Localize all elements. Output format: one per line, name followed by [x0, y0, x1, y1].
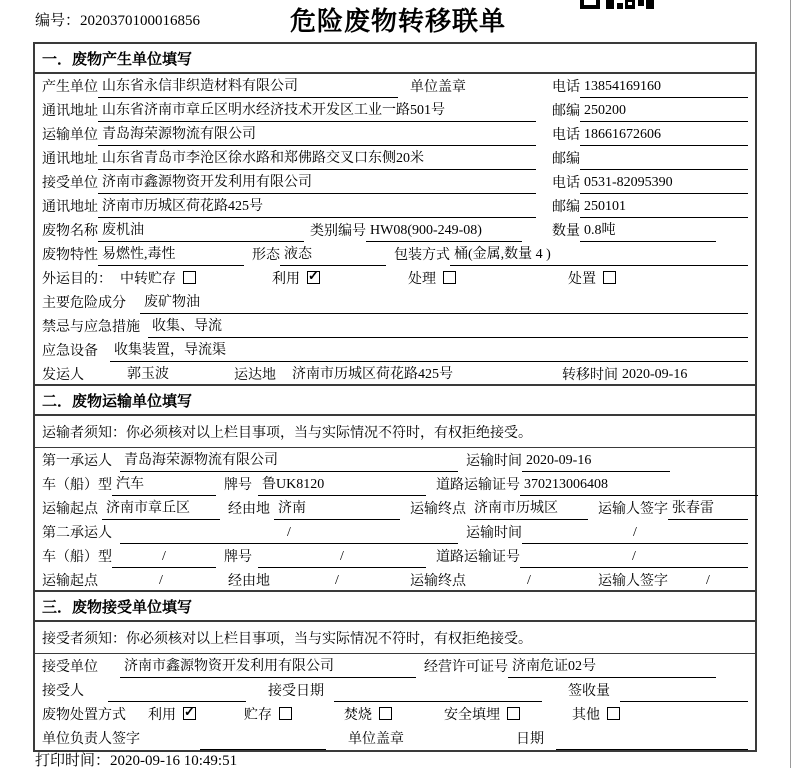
receiver-address-row	[35, 194, 755, 218]
route2-via-label: 经由地	[228, 574, 270, 589]
carrier2-time-value: /	[522, 525, 748, 544]
vehicle2-row	[35, 544, 755, 568]
receiver-phone-value: 0531-82095390	[580, 175, 748, 194]
receiver-zip-label: 邮编	[552, 200, 580, 215]
transporter-address-label: 通讯地址	[42, 152, 98, 167]
waste-category-value: HW08(900-249-08)	[366, 223, 522, 242]
receipt-date-value	[334, 699, 542, 702]
receipt-person-label: 接受人	[42, 684, 84, 699]
signoff-date-value	[556, 747, 748, 750]
accepting-unit-label: 接受单位	[42, 660, 98, 675]
waste-form-value: 液态	[280, 243, 386, 266]
route1-end-value: 济南市历城区	[470, 497, 588, 520]
disposal-storage-checkbox	[279, 707, 292, 720]
vehicle2-label: 车（船）型	[42, 550, 112, 565]
plate2-label: 牌号	[224, 550, 252, 565]
purpose-option-utilize: 利用 ✓	[272, 268, 320, 290]
carrier1-time-label: 运输时间	[466, 454, 522, 469]
producer-phone-value: 13854169160	[580, 79, 748, 98]
permit-label: 经营许可证号	[424, 660, 508, 675]
transporter-phone-label: 电话	[552, 128, 580, 143]
signoff-date-label: 日期	[516, 732, 544, 747]
license1-label: 道路运输证号	[436, 478, 520, 493]
waste-traits-label: 废物特性	[42, 248, 98, 263]
receiver-address-label: 通讯地址	[42, 200, 98, 215]
treat-checkbox	[443, 271, 456, 284]
producer-label: 产生单位	[42, 80, 98, 95]
destination-label: 运达地	[234, 368, 276, 383]
print-time-value: 2020-09-16 10:49:51	[110, 753, 238, 769]
disposal-option-incinerate: 焚烧	[344, 704, 392, 726]
receipt-amount-value	[620, 699, 748, 702]
shipper-label: 发运人	[42, 368, 84, 383]
plate1-value: 鲁UK8120	[258, 473, 426, 496]
producer-address-value: 山东省济南市章丘区明水经济技术开发区工业一路501号	[98, 99, 536, 122]
disposal-incinerate-checkbox	[379, 707, 392, 720]
receiver-zip-value: 250101	[580, 199, 748, 218]
route1-via-value: 济南	[274, 497, 400, 520]
carrier1-label: 第一承运人	[42, 454, 112, 469]
vehicle2-value: /	[112, 549, 216, 568]
transport-purpose-row	[35, 266, 755, 290]
producer-row	[35, 74, 755, 98]
purpose-option-treat: 处理	[408, 268, 456, 290]
route1-sign-value: 张春雷	[668, 497, 748, 520]
disposal-label: 废物处置方式	[42, 708, 126, 723]
route2-sign-value: /	[668, 573, 748, 592]
carrier2-time-label: 运输时间	[466, 526, 522, 541]
route1-start-value: 济南市章丘区	[102, 497, 220, 520]
accepting-unit-value: 济南市鑫源物资开发利用有限公司	[120, 655, 416, 678]
print-time	[35, 749, 237, 770]
purpose-option-dispose: 处置	[568, 268, 616, 290]
receipt-amount-label: 签收量	[568, 684, 610, 699]
disposal-method-row	[35, 702, 755, 726]
waste-traits-value: 易燃性,毒性	[98, 243, 244, 266]
transporter-value: 青岛海荣源物流有限公司	[98, 123, 536, 146]
carrier2-label: 第二承运人	[42, 526, 112, 541]
route2-sign-label: 运输人签字	[598, 574, 668, 589]
transporter-zip-label: 邮编	[552, 152, 580, 167]
transporter-address-value: 山东省青岛市李沧区徐水路和郑佛路交叉口东侧20米	[98, 147, 536, 170]
signoff-row	[35, 726, 755, 750]
transporter-phone-value: 18661672606	[580, 127, 748, 146]
section3-title: 三．废物接受单位填写	[35, 592, 755, 622]
producer-zip-value: 250200	[580, 103, 748, 122]
section1-title: 一．废物产生单位填写	[35, 44, 755, 74]
route1-start-label: 运输起点	[42, 502, 98, 517]
equipment-label: 应急设备	[42, 344, 98, 359]
transporter-label: 运输单位	[42, 128, 98, 143]
emergency-equipment-row	[35, 338, 755, 362]
vehicle1-row	[35, 472, 755, 496]
section-transporter	[33, 384, 757, 594]
route2-start-value: /	[102, 573, 220, 592]
route1-end-label: 运输终点	[410, 502, 466, 517]
route1-via-label: 经由地	[228, 502, 270, 517]
print-time-label: 打印时间：	[35, 753, 111, 769]
unit-seal2-label: 单位盖章	[348, 732, 404, 747]
section-producer	[33, 42, 757, 388]
dispatch-row	[35, 362, 755, 386]
destination-value: 济南市历城区荷花路425号	[288, 363, 536, 386]
disposal-option-landfill: 安全填埋	[444, 704, 520, 726]
permit-value: 济南危证02号	[508, 655, 716, 678]
dispose-checkbox	[603, 271, 616, 284]
license2-value: /	[520, 549, 748, 568]
transporter-notice: 运输者须知：你必须核对以上栏目事项，当与实际情况不符时，有权拒绝接受。	[35, 416, 755, 448]
hazard-value: 废矿物油	[140, 291, 748, 314]
disposal-landfill-checkbox	[507, 707, 520, 720]
emergency-measures-row	[35, 314, 755, 338]
route2-end-value: /	[470, 573, 588, 592]
route1-row	[35, 496, 755, 520]
disposal-option-utilize: 利用 ✓	[148, 704, 196, 726]
route1-sign-label: 运输人签字	[598, 502, 668, 517]
disposal-option-storage: 贮存	[244, 704, 292, 726]
section-receiver	[33, 590, 757, 752]
receipt-date-label: 接受日期	[268, 684, 324, 699]
qr-code-fragment-icon	[580, 0, 654, 10]
transfer-time-label: 转移时间	[562, 368, 618, 383]
disposal-option-other: 其他	[572, 704, 620, 726]
plate2-value: /	[258, 549, 426, 568]
transfer-time-value: 2020-09-16	[618, 367, 754, 386]
equipment-value: 收集装置，导流渠	[110, 339, 748, 362]
producer-address-label: 通讯地址	[42, 104, 98, 119]
receiver-row	[35, 170, 755, 194]
license2-label: 道路运输证号	[436, 550, 520, 565]
serial-label: 编号：	[35, 13, 81, 29]
supervisor-sign-label: 单位负责人签字	[42, 732, 140, 747]
waste-form-label: 形态	[252, 248, 280, 263]
carrier1-row	[35, 448, 755, 472]
route2-row	[35, 568, 755, 592]
receiver-phone-label: 电话	[552, 176, 580, 191]
receipt-row	[35, 678, 755, 702]
page-title: 危险废物转移联单	[289, 7, 506, 36]
disposal-other-checkbox	[607, 707, 620, 720]
route2-via-value: /	[274, 573, 400, 592]
carrier1-time-value: 2020-09-16	[522, 453, 670, 472]
page-edge-line	[790, 0, 791, 768]
producer-phone-label: 电话	[552, 80, 580, 95]
carrier1-value: 青岛海荣源物流有限公司	[120, 449, 458, 472]
measures-label: 禁忌与应急措施	[42, 320, 140, 335]
waste-name-label: 废物名称	[42, 224, 98, 239]
accepting-unit-row	[35, 654, 755, 678]
utilize-checkbox	[307, 271, 320, 284]
packaging-label: 包装方式	[394, 248, 450, 263]
measures-value: 收集、导流	[148, 315, 748, 338]
serial-value: 2020370100016856	[80, 13, 201, 29]
transporter-zip-value	[580, 167, 748, 170]
disposal-utilize-checkbox	[183, 707, 196, 720]
purpose-label: 外运目的：	[42, 272, 112, 287]
producer-address-row	[35, 98, 755, 122]
waste-category-label: 类别编号	[310, 224, 366, 239]
license1-value: 370213006408	[520, 477, 758, 496]
receiver-address-value: 济南市历城区荷花路425号	[98, 195, 536, 218]
vehicle1-value: 汽车	[112, 473, 216, 496]
plate1-label: 牌号	[224, 478, 252, 493]
transporter-address-row	[35, 146, 755, 170]
receiver-value: 济南市鑫源物资开发利用有限公司	[98, 171, 536, 194]
producer-value: 山东省永信非织造材料有限公司	[98, 75, 398, 98]
vehicle1-label: 车（船）型	[42, 478, 112, 493]
waste-name-value: 废机油	[98, 219, 304, 242]
carrier2-value: /	[120, 525, 458, 544]
packaging-value: 桶(金属,数量 4 )	[450, 243, 748, 266]
purpose-option-transfer-storage: 中转贮存	[120, 268, 196, 290]
waste-qty-label: 数量	[552, 224, 580, 239]
receiver-notice: 接受者须知：你必须核对以上栏目事项，当与实际情况不符时，有权拒绝接受。	[35, 622, 755, 654]
receipt-person-value	[108, 699, 246, 702]
hazard-label: 主要危险成分	[42, 296, 126, 311]
route2-end-label: 运输终点	[410, 574, 466, 589]
transfer-storage-checkbox	[183, 271, 196, 284]
route2-start-label: 运输起点	[42, 574, 98, 589]
unit-seal-label: 单位盖章	[410, 80, 466, 95]
shipper-value: 郭玉波	[98, 363, 198, 386]
transporter-row	[35, 122, 755, 146]
hazard-components-row	[35, 290, 755, 314]
receiver-label: 接受单位	[42, 176, 98, 191]
waste-traits-row	[35, 242, 755, 266]
carrier2-row	[35, 520, 755, 544]
section2-title: 二．废物运输单位填写	[35, 386, 755, 416]
waste-qty-value: 0.8吨	[580, 219, 716, 242]
waste-name-row	[35, 218, 755, 242]
producer-zip-label: 邮编	[552, 104, 580, 119]
